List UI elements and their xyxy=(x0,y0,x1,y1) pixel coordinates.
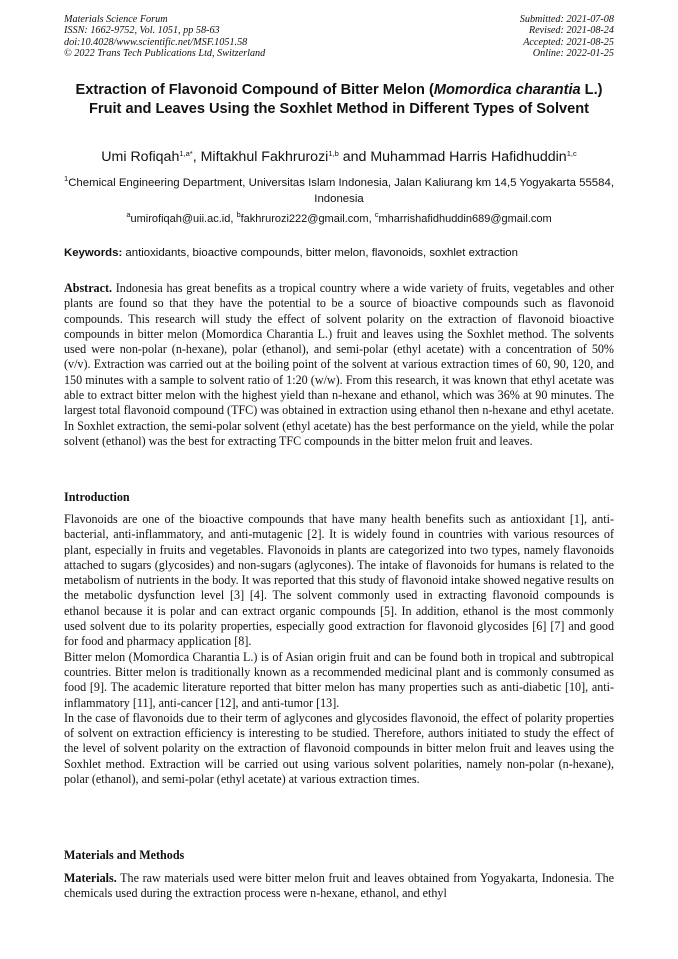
title-part-2: L.) Fruit and Leaves Using the Soxhlet Method in Different Types of Solvent xyxy=(88,82,603,117)
date-revised: Revised: 2021-08-24 xyxy=(528,25,614,37)
keywords-label: Keywords: xyxy=(64,247,123,259)
date-submitted: Submitted: 2021-07-08 xyxy=(519,14,614,25)
title-part-1: Extraction of Flavonoid Compound of Bitter Melon ( xyxy=(75,82,434,98)
abstract-label: Abstract. xyxy=(64,281,113,295)
author-list xyxy=(40,148,638,166)
author-1-affil: 1,a* xyxy=(179,149,193,158)
intro-paragraph: Bitter melon (Momordica Charantia L.) is of Asian origin fruit and can be found both in tropical and subtropical countries. Bitter melon is traditionally known as a recommended medicinal plant and is commonly consumed as food [9]. The academic literature reported that bitter melon has many properties such as anti-diabetic [10], anti-inflammatory [11], anti-cancer [12], and anti-tumor [13]. xyxy=(64,649,614,710)
author-2: Miftakhul Fakhrurozi xyxy=(200,149,329,165)
author-2-affil: 1,b xyxy=(328,149,339,158)
abstract-text: Indonesia has great benefits as a tropical country where a wide variety of fruits, vegetables and other plants are found so that they have the potential to be a source of bioactive compounds such as flavonoid compounds. This research will study the effect of solvent polarity on the extraction of flavonoid bioactive compounds in bitter melon (Momordica Charantia L.) fruit and leaves using the Soxhlet method. The solvents used were non-polar (n-hexane), polar (ethanol), and semi-polar (ethyl acetate) with a concentration of 50% (v/v). Extraction was carried out at the boiling point of the solvent at various extraction times of 60, 90, 120, and 150 minutes with a sample to solvent ratio of 1:20 (w/w). From this research, it was known that ethyl acetate was able to extract bitter melon with the highest yield than n-hexane and ethanol, which was 36% at 90 minutes. The largest total flavonoid compound (TFC) was obtained in extraction using ethanol then n-hexane and ethyl acetate. In Soxhlet extraction, the semi-polar solvent (ethyl acetate) has the best performance on the yield, while the polar solvent (ethanol) was the best for extracting TFC compounds in the bitter melon fruit and leaves. xyxy=(64,281,614,448)
affiliation xyxy=(64,176,614,207)
journal-name: Materials Science Forum xyxy=(64,14,168,25)
journal-doi[interactable]: doi:10.4028/www.scientific.net/MSF.1051.58 xyxy=(64,36,248,48)
journal-info xyxy=(64,14,265,60)
email-a-marker: a xyxy=(126,210,131,219)
author-3: Muhammad Harris Hafidhuddin xyxy=(370,149,567,165)
journal-issn: ISSN: 1662-9752, Vol. 1051, pp 58-63 xyxy=(64,25,220,37)
methods-body xyxy=(64,871,614,902)
affiliation-text: Chemical Engineering Department, Universitas Islam Indonesia, Jalan Kaliurang km 14,5 Yogyakarta 55584, Indonesia xyxy=(68,177,614,205)
author-separator: , xyxy=(192,149,201,165)
abstract xyxy=(64,281,614,449)
introduction-body xyxy=(64,512,614,787)
materials-text: The raw materials used were bitter melon fruit and leaves obtained from Yogyakarta, Indonesia. The chemicals used during the extraction process were n-hexane, ethanol, and ethyl xyxy=(64,871,614,901)
email-a[interactable]: umirofiqah@uii.ac.id, xyxy=(130,213,237,225)
author-3-affil: 1,c xyxy=(566,149,577,158)
journal-copyright: © 2022 Trans Tech Publications Ltd, Switzerland xyxy=(64,48,266,60)
materials-label: Materials. xyxy=(64,871,117,885)
publication-dates xyxy=(520,14,614,60)
intro-paragraph: Flavonoids are one of the bioactive compounds that have many health benefits such as antioxidant [1], anti-bacterial, anti-inflammatory, and anti-mutagenic [2]. It is widely found in countries with various resources of plant, especially in fruits and vegetables. Flavonoids in plants are categorized into two types, namely flavonoids attached to sugars (glycosides) and non-sugars (aglycones). The intake of flavonoids for humans is related to the metabolism of nutrients in the body. It was reported that this study of flavonoid intake showed negative results on the metabolic dysfunction level [3] [4]. The solvent commonly used in extracting flavonoid compounds is ethanol because it is polar and can extract organic compounds [5]. In addition, ethanol is the most commonly used solvent due to its polarity properties, especially good extraction for flavonoid glycosides [6] [7] and good for food and pharmacy application [8]. xyxy=(64,512,614,649)
date-online: Online: 2022-01-25 xyxy=(532,48,614,60)
email-b-marker: b xyxy=(236,210,241,219)
introduction-heading: Introduction xyxy=(64,490,130,504)
email-b[interactable]: fakhrurozi222@gmail.com, xyxy=(240,213,375,225)
intro-paragraph: In the case of flavonoids due to their term of aglycones and glycosides flavonoid, the effect of polarity properties of solvent on extraction efficiency is interesting to be studied. Therefore, authors initiated to study the effect of the level of solvent polarity on the extraction of flavonoid compounds in bitter melon fruit and leaves using the Soxhlet method. Extraction will be carried out using various solvent polarities, namely non-polar (n-hexane), polar (ethanol), and semi-polar (ethyl acetate) at various extraction times. xyxy=(64,710,614,787)
keywords-text: antioxidants, bioactive compounds, bitter melon, flavonoids, soxhlet extraction xyxy=(122,247,518,259)
author-1: Umi Rofiqah xyxy=(101,149,180,165)
affiliation-number: 1 xyxy=(64,174,69,183)
methods-heading: Materials and Methods xyxy=(64,848,185,862)
email-c[interactable]: mharrishafidhuddin689@gmail.com xyxy=(378,213,552,225)
keywords xyxy=(64,246,614,261)
email-c-marker: c xyxy=(374,210,379,219)
title-species: Momordica charantia xyxy=(433,82,581,98)
date-accepted: Accepted: 2021-08-25 xyxy=(523,36,614,48)
author-emails xyxy=(40,212,638,226)
paper-title xyxy=(64,81,614,118)
author-separator: and xyxy=(338,149,371,165)
